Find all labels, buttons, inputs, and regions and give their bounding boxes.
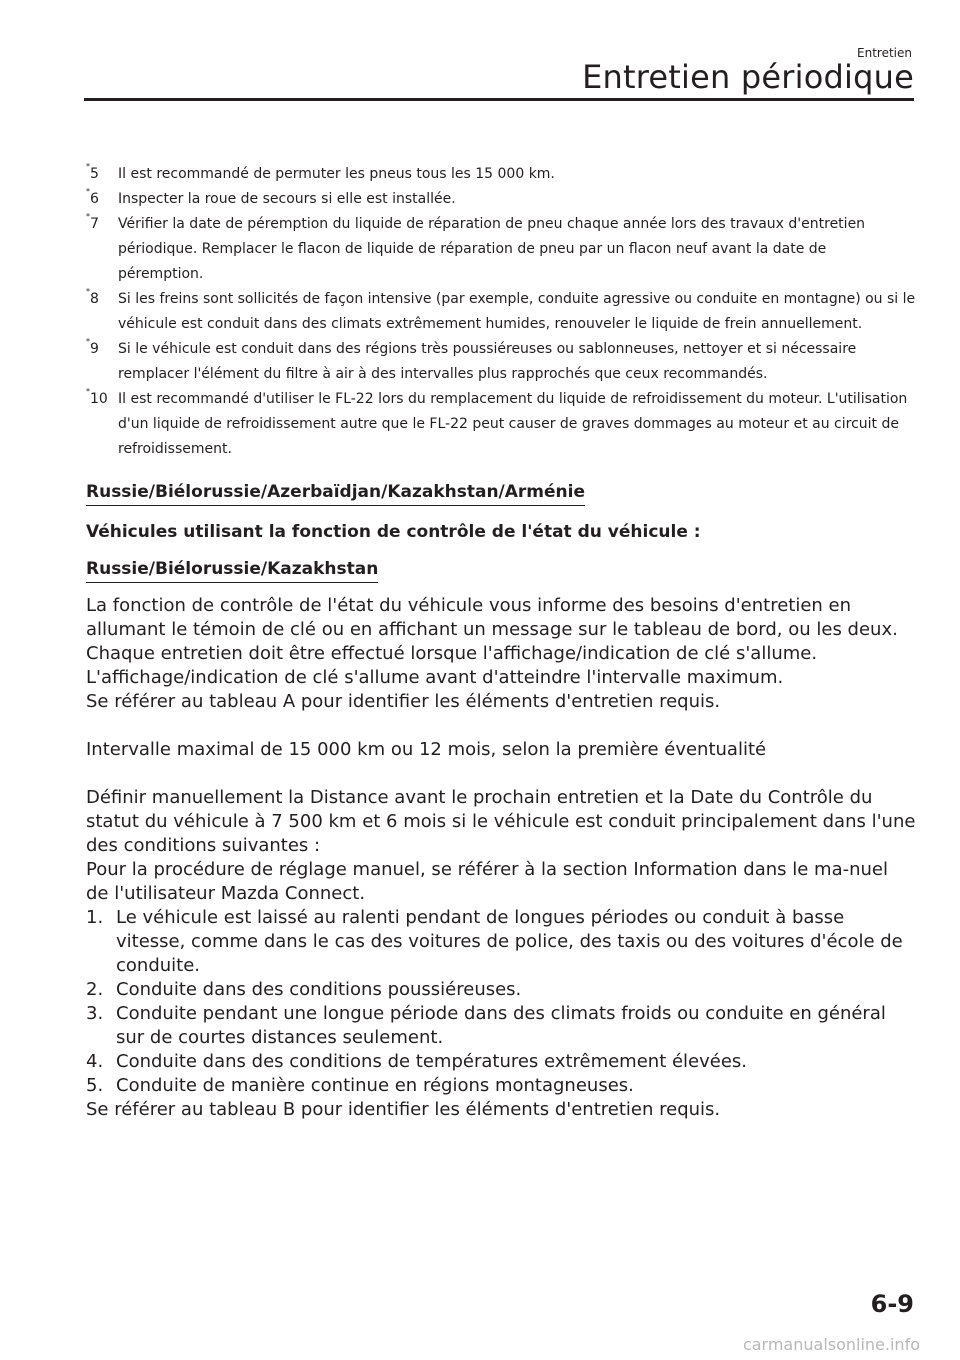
- closing-paragraph: Se référer au tableau B pour identifier les éléments d'entretien requis.: [86, 1099, 721, 1120]
- footnote-marker: *7: [86, 212, 99, 232]
- footnote-text: Inspecter la roue de secours si elle est installée.: [118, 191, 456, 207]
- header-section-label: Entretien: [857, 46, 912, 60]
- interval-paragraph: Intervalle maximal de 15 000 km ou 12 mois, selon la première éventualité: [86, 739, 767, 760]
- footnote-text: Vérifier la date de péremption du liquide de réparation de pneu chaque année lors des travaux d'entretien périodique. Remplacer le flacon de liquide de réparation de pneu par un flacon neuf avant la date de péremption.: [118, 216, 866, 282]
- footnote-6: [86, 187, 916, 212]
- footnote-marker: *9: [86, 337, 99, 357]
- list-item: 4. Conduite dans des conditions de températures extrêmement élevées.: [86, 1051, 748, 1072]
- footnote-list: [86, 162, 916, 462]
- manual-setting-paragraph: Définir manuellement la Distance avant le prochain entretien et la Date du Contrôle du statut du véhicule à 7 500 km et 6 mois si le véhicule est conduit principalement dans l'une des conditions suivantes :: [86, 787, 916, 856]
- page-content: [86, 162, 916, 1122]
- footnote-marker: *10: [86, 387, 108, 407]
- intro-paragraph: La fonction de contrôle de l'état du véhicule vous informe des besoins d'entretien en allumant le témoin de clé ou en affichant un message sur le tableau de bord, ou les deux.: [86, 595, 898, 640]
- intro-paragraph: Se référer au tableau A pour identifier les éléments d'entretien requis.: [86, 691, 721, 712]
- footnote-10: [86, 387, 916, 462]
- intro-paragraph: Chaque entretien doit être effectué lorsque l'affichage/indication de clé s'allume.: [86, 643, 818, 664]
- footnote-text: Si les freins sont sollicités de façon intensive (par exemple, conduite agressive ou conduite en montagne) ou si le véhicule est conduit dans des climats extrêmement humides, renouveler le liquide de frein annuellement.: [118, 291, 916, 332]
- footnote-9: [86, 337, 916, 387]
- page-number: 6-9: [870, 1290, 914, 1318]
- intro-block: [86, 594, 916, 714]
- footnote-marker: *5: [86, 162, 99, 182]
- list-item: 1. Le véhicule est laissé au ralenti pendant de longues périodes ou conduit à basse vitesse, comme dans le cas des voitures de police, des taxis ou des voitures d'école de conduite.: [86, 907, 903, 976]
- header-rule: [84, 98, 914, 101]
- intro-paragraph: L'affichage/indication de clé s'allume avant d'atteindre l'intervalle maximum.: [86, 667, 784, 688]
- list-item: 5. Conduite de manière continue en régions montagneuses.: [86, 1075, 634, 1096]
- footnote-marker: *8: [86, 287, 99, 307]
- page-title: Entretien périodique: [582, 58, 914, 96]
- region-heading-subset: Russie/Biélorussie/Kazakhstan: [86, 557, 378, 583]
- vehicle-monitoring-heading: Véhicules utilisant la fonction de contrôle de l'état du véhicule :: [86, 522, 701, 542]
- footnote-text: Il est recommandé d'utiliser le FL-22 lors du remplacement du liquide de refroidissement du moteur. L'utilisation d'un liquide de refroidissement autre que le FL-22 peut causer de graves dommages au moteur et au circuit de refroidissement.: [118, 391, 908, 457]
- footnote-marker: *6: [86, 187, 99, 207]
- list-item: 3. Conduite pendant une longue période dans des climats froids ou conduite en général sur de courtes distances seulement.: [86, 1003, 886, 1048]
- footnote-7: [86, 212, 916, 287]
- condition-list: [86, 906, 916, 1098]
- list-item: 2. Conduite dans des conditions poussiéreuses.: [86, 979, 522, 1000]
- footnote-text: Il est recommandé de permuter les pneus tous les 15 000 km.: [118, 166, 555, 182]
- footnote-5: [86, 162, 916, 187]
- watermark: carmanualsonline.info: [742, 1335, 920, 1354]
- footnote-8: [86, 287, 916, 337]
- footnote-text: Si le véhicule est conduit dans des régions très poussiéreuses ou sablonneuses, nettoyer et si nécessaire remplacer l'élément du filtre à air à des intervalles plus rapprochés que ceux recommandés.: [118, 341, 857, 382]
- manual-procedure-paragraph: Pour la procédure de réglage manuel, se référer à la section Information dans le ma-nuel de l'utilisateur Mazda Connect.: [86, 859, 888, 904]
- region-heading-all: Russie/Biélorussie/Azerbaïdjan/Kazakhstan/Arménie: [86, 480, 585, 506]
